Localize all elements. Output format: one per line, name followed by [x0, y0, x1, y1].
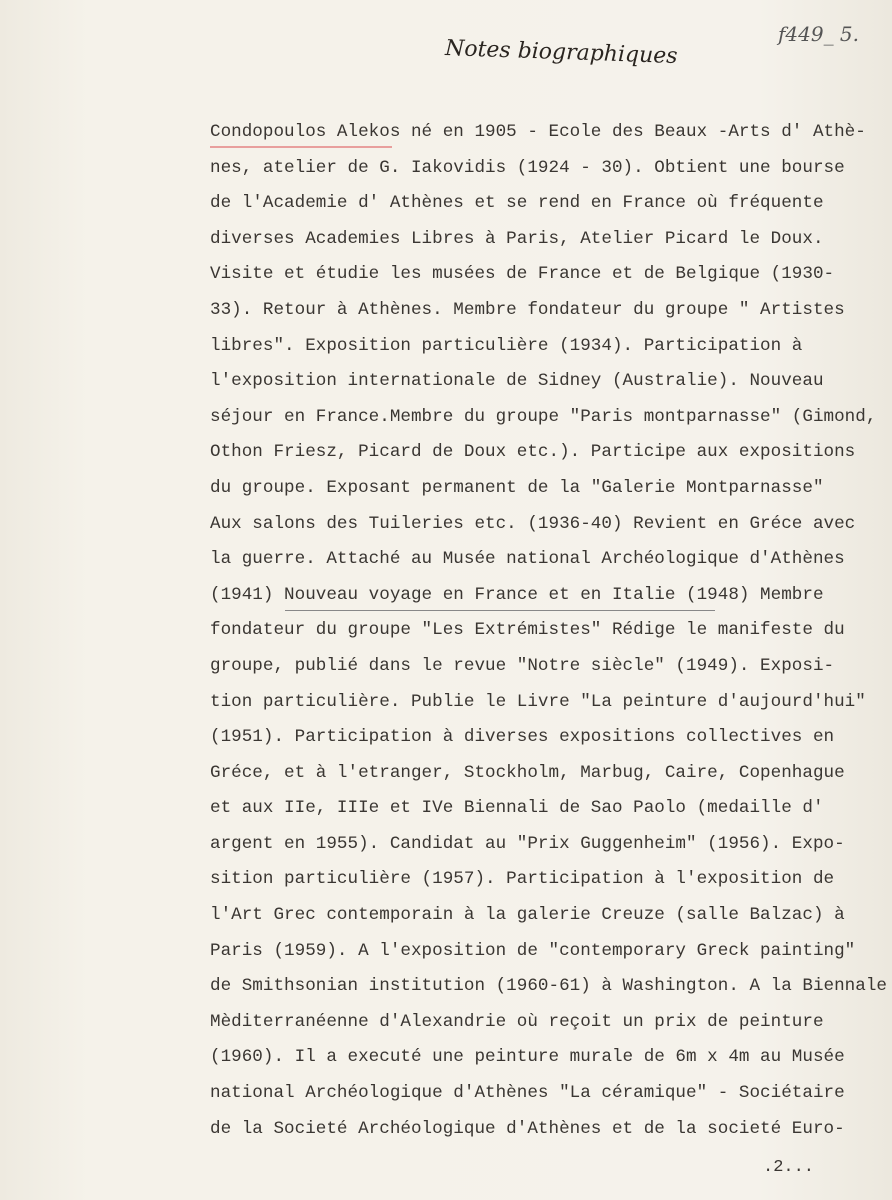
page-marker: .2... — [763, 1158, 815, 1177]
text-line: Aux salons des Tuileries etc. (1936-40) Revient en Gréce avec — [210, 513, 856, 534]
text-line: tion particulière. Publie le Livre "La peinture d'aujourd'hui" — [210, 691, 866, 712]
text-line: groupe, publié dans le revue "Notre siècle" (1949). Exposi- — [210, 655, 835, 676]
text-line: l'exposition internationale de Sidney (Australie). Nouveau — [210, 371, 824, 392]
text-line: sition particulière (1957). Participation à l'exposition de — [210, 869, 835, 890]
text-line: de la Societé Archéologique d'Athènes et de la societé Euro- — [210, 1118, 845, 1139]
typed-body-text — [210, 115, 887, 1147]
text-line: l'Art Grec contemporain à la galerie Creuze (salle Balzac) à — [210, 905, 845, 926]
text-line: nes, atelier de G. Iakovidis (1924 - 30). Obtient une bourse — [210, 157, 845, 178]
text-line: Condopoulos Alekos né en 1905 - Ecole des Beaux -Arts d' Athè- — [210, 122, 866, 142]
text-line: fondateur du groupe "Les Extrémistes" Rédige le manifeste du — [210, 620, 845, 641]
handwritten-title: Notes biographiques — [444, 35, 678, 70]
text-line: Othon Friesz, Picard de Doux etc.). Participe aux expositions — [210, 442, 856, 463]
reference-number: f449_ 5. — [778, 22, 860, 46]
text-line: diverses Academies Libres à Paris, Atelier Picard le Doux. — [210, 228, 824, 249]
text-line: national Archéologique d'Athènes "La céramique" - Sociétaire — [210, 1083, 845, 1104]
text-line: Gréce, et à l'etranger, Stockholm, Marbug, Caire, Copenhague — [210, 762, 845, 783]
text-line: (1941) Nouveau voyage en France et en Italie (1948) Membre — [210, 584, 824, 605]
text-line: de l'Academie d' Athènes et se rend en France où fréquente — [210, 193, 824, 214]
text-line: (1960). Il a executé une peinture murale de 6m x 4m au Musée — [210, 1047, 845, 1068]
text-line: (1951). Participation à diverses expositions collectives en — [210, 727, 835, 748]
text-line: Visite et étudie les musées de France et de Belgique (1930- — [210, 264, 835, 285]
text-line: Paris (1959). A l'exposition de "contemporary Greck painting" — [210, 940, 856, 961]
text-line: de Smithsonian institution (1960-61) à Washington. A la Biennale — [210, 976, 887, 997]
text-line: libres". Exposition particulière (1934). Participation à — [210, 335, 803, 356]
text-line: et aux IIe, IIIe et IVe Biennali de Sao Paolo (medaille d' — [210, 798, 824, 819]
text-line: argent en 1955). Candidat au "Prix Guggenheim" (1956). Expo- — [210, 833, 845, 854]
text-line: la guerre. Attaché au Musée national Archéologique d'Athènes — [210, 549, 845, 570]
text-line: 33). Retour à Athènes. Membre fondateur du groupe " Artistes — [210, 299, 845, 320]
text-line: Mèditerranéenne d'Alexandrie où reçoit un prix de peinture — [210, 1011, 824, 1032]
text-line: séjour en France.Membre du groupe "Paris montparnasse" (Gimond, — [210, 406, 877, 427]
text-line: du groupe. Exposant permanent de la "Galerie Montparnasse" — [210, 477, 824, 498]
